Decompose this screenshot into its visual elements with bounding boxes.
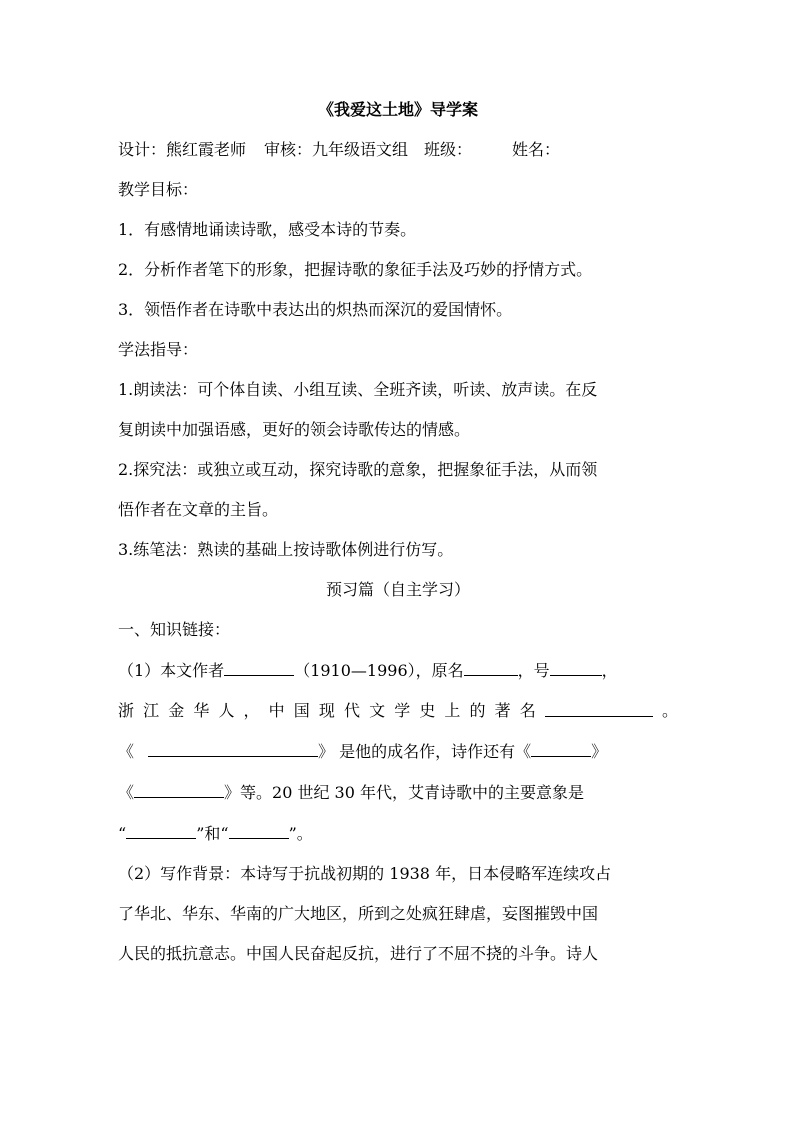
method-inquiry-line1: 2.探究法：或独立或互动，探究诗歌的意象，把握象征手法，从而领 [118, 460, 598, 479]
pen-name-blank[interactable] [550, 660, 602, 676]
q2-line2: 了华北、华东、华南的广大地区，所到之处疯狂肆虐，妄图摧毁中国 [118, 904, 599, 923]
method-reading-line2: 复朗读中加强语感，更好的领会诗歌传达的情感。 [118, 420, 471, 439]
original-name-blank[interactable] [464, 660, 518, 676]
method-reading-line1: 1.朗读法：可个体自读、小组互读、全班齐读，听读、放声读。在反 [118, 380, 598, 399]
page-title: 《我爱这土地》导学案 [317, 100, 478, 119]
author-blank[interactable] [224, 660, 294, 676]
goal-item: 1．有感情地诵读诗歌，感受本诗的节奏。 [118, 220, 417, 239]
class-label: 班级： [424, 140, 473, 159]
knowledge-heading: 一、知识链接： [118, 620, 231, 639]
q1-line1: （1）本文作者 （1910—1996），原名 ，号 ， [118, 661, 618, 680]
q1-line2: 浙 江 金 华 人 ， 中 国 现 代 文 学 史 上 的 著 名 。 [118, 701, 678, 720]
imagery-blank-2[interactable] [229, 823, 289, 839]
reviewer-text: 审核：九年级语文组 [264, 140, 409, 159]
goal-item: 3．领悟作者在诗歌中表达出的炽热而深沉的爱国情怀。 [118, 300, 513, 319]
q2-line3: 人民的抵抗意志。中国人民奋起反抗，进行了不屈不挠的斗争。诗人 [118, 944, 599, 963]
identity-blank[interactable] [545, 701, 653, 717]
q1-line3: 《 》 是他的成名作，诗作还有《 》 [118, 742, 608, 761]
document-body [118, 100, 678, 984]
method-inquiry-line2: 悟作者在文章的主旨。 [118, 500, 279, 519]
q1-line4: 《 》等。20 世纪 30 年代，艾青诗歌中的主要意象是 [118, 783, 584, 802]
goal-item: 2．分析作者笔下的形象，把握诗歌的象征手法及巧妙的抒情方式。 [118, 260, 593, 279]
imagery-blank-1[interactable] [126, 823, 196, 839]
designer-text: 设计：熊红霞老师 [118, 140, 247, 159]
section-title: 预习篇（自主学习） [325, 580, 470, 599]
method-writing: 3.练笔法：熟读的基础上按诗歌体例进行仿写。 [118, 540, 454, 559]
name-label: 姓名： [512, 140, 561, 159]
goals-heading: 教学目标： [118, 180, 199, 199]
methods-heading: 学法指导： [118, 340, 199, 359]
header-info [118, 140, 678, 160]
q1-line5: “ ”和“ ”。 [118, 824, 313, 843]
other-work-blank-1[interactable] [531, 741, 591, 757]
q2-line1: （2）写作背景：本诗写于抗战初期的 1938 年，日本侵略军连续攻占 [118, 864, 612, 883]
other-work-blank-2[interactable] [134, 782, 224, 798]
famous-work-blank[interactable] [148, 741, 318, 757]
